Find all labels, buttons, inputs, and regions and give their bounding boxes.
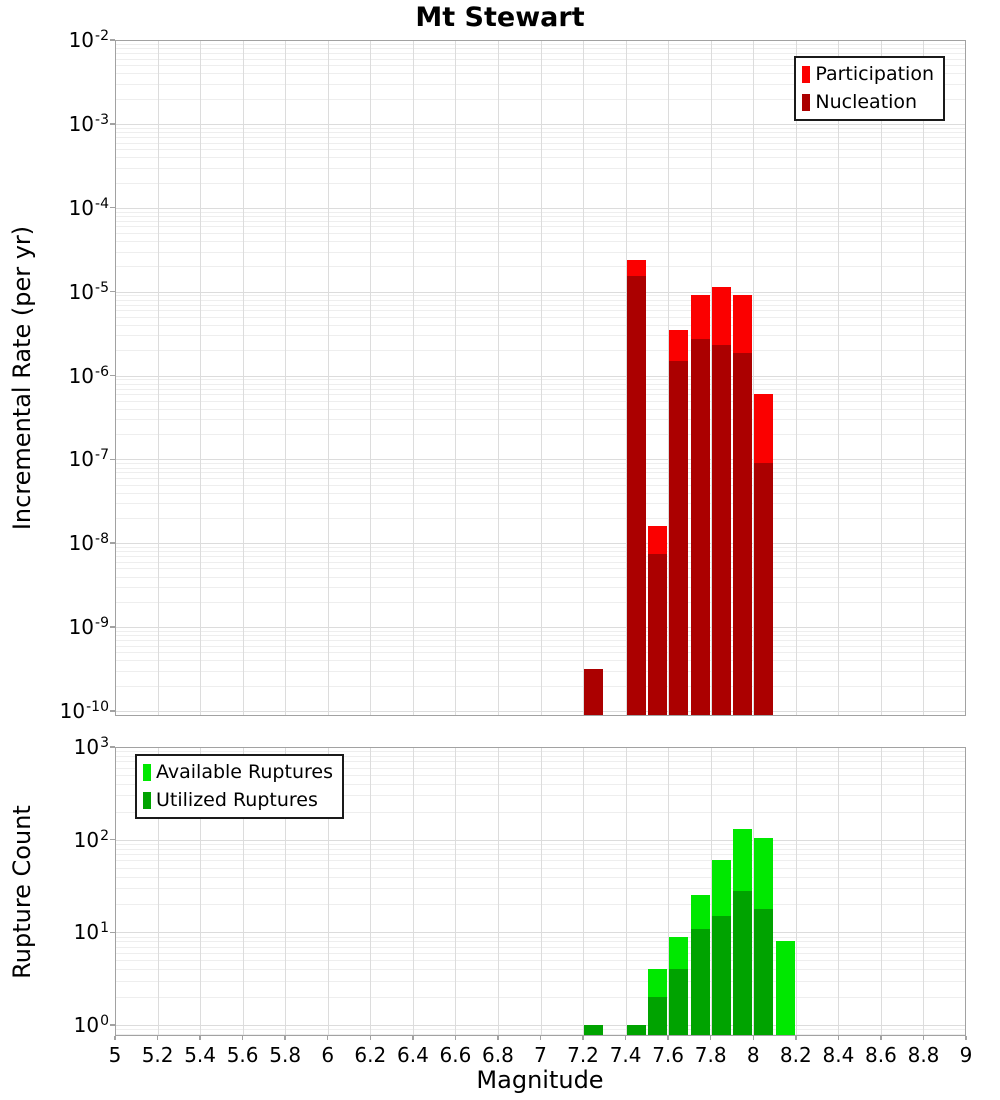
x-tick-mark [880, 1036, 882, 1040]
x-tick-mark [667, 1036, 669, 1040]
gridline-vertical [838, 40, 839, 716]
y-axis-label-bottom: Rupture Count [8, 805, 36, 979]
x-tick-label: 5.2 [141, 1043, 174, 1067]
gridline-vertical [455, 747, 456, 1036]
x-tick-mark [455, 1036, 457, 1040]
y-tick-mark [110, 291, 115, 293]
utilized-ruptures-bar [691, 929, 710, 1037]
y-tick-label: $10^1$ [73, 920, 109, 945]
x-tick-mark [327, 1036, 329, 1040]
y-tick-mark [110, 207, 115, 209]
x-tick-label: 9 [959, 1043, 973, 1067]
y-tick-mark [110, 839, 115, 841]
nucleation-bar [754, 463, 773, 716]
x-tick-label: 7.2 [567, 1043, 599, 1067]
gridline-vertical [328, 40, 329, 716]
x-tick-label: 6.8 [481, 1043, 514, 1067]
x-axis-label: Magnitude [476, 1066, 604, 1094]
y-tick-mark [110, 123, 115, 125]
legend-item-nucleation [802, 90, 934, 115]
x-tick-label: 8.6 [864, 1043, 897, 1067]
legend-swatch-available-ruptures [143, 764, 151, 781]
y-tick-label: $10^{-8}$ [68, 531, 109, 556]
gridline-vertical [243, 40, 244, 716]
x-tick-label: 8.8 [907, 1043, 940, 1067]
gridline-vertical [498, 40, 499, 716]
plot-title: Mt Stewart [415, 2, 585, 33]
x-tick-label: 8.2 [779, 1043, 812, 1067]
gridline-vertical [923, 40, 924, 716]
x-tick-label: 5.8 [269, 1043, 302, 1067]
utilized-ruptures-bar [733, 891, 752, 1036]
y-tick-mark [110, 375, 115, 377]
y-tick-label: $10^{-5}$ [68, 279, 109, 304]
gridline-vertical [796, 747, 797, 1036]
x-tick-mark [625, 1036, 627, 1040]
y-tick-mark [110, 459, 115, 461]
gridline-vertical [583, 747, 584, 1036]
y-tick-mark [110, 932, 115, 934]
legend-item-participation [802, 62, 934, 87]
x-tick-mark [753, 1036, 755, 1040]
gridline-vertical [583, 40, 584, 716]
legend-swatch-nucleation [802, 94, 810, 111]
nucleation-bar [669, 361, 688, 716]
x-tick-label: 6.2 [354, 1043, 387, 1067]
nucleation-bar [648, 554, 667, 716]
y-tick-label: $10^{-10}$ [59, 698, 109, 723]
y-tick-label: $10^3$ [73, 735, 109, 759]
gridline-vertical [370, 40, 371, 716]
legend-swatch-utilized-ruptures [143, 792, 151, 809]
x-tick-mark [838, 1036, 840, 1040]
legend-label: Available Ruptures [156, 761, 333, 783]
y-tick-label: $10^0$ [73, 1013, 109, 1037]
x-tick-label: 6.6 [439, 1043, 472, 1067]
nucleation-bar [733, 353, 752, 716]
nucleation-bar [712, 345, 731, 716]
available-ruptures-bar [776, 941, 795, 1036]
x-tick-mark [710, 1036, 712, 1040]
gridline-vertical [285, 40, 286, 716]
gridline-vertical [881, 40, 882, 716]
nucleation-bar [691, 339, 710, 716]
x-tick-mark [582, 1036, 584, 1040]
legend-top [794, 56, 945, 121]
y-tick-mark [110, 746, 115, 748]
utilized-ruptures-bar [627, 1025, 646, 1036]
legend-item-utilized-ruptures [143, 788, 333, 813]
y-tick-mark [110, 39, 115, 41]
x-tick-label: 7.4 [609, 1043, 642, 1067]
y-axis-label-top: Incremental Rate (per yr) [8, 225, 36, 531]
y-tick-label: $10^{-7}$ [68, 447, 109, 472]
x-tick-mark [540, 1036, 542, 1040]
gridline-vertical [881, 747, 882, 1036]
legend-label: Utilized Ruptures [156, 789, 318, 811]
y-tick-mark [110, 1024, 115, 1026]
utilized-ruptures-bar [669, 969, 688, 1036]
x-tick-mark [157, 1036, 159, 1040]
x-tick-mark [923, 1036, 925, 1040]
y-tick-label: $10^{-6}$ [68, 363, 109, 388]
x-tick-mark [497, 1036, 499, 1040]
utilized-ruptures-bar [712, 916, 731, 1036]
top-panel [115, 40, 966, 716]
legend-label: Nucleation [815, 91, 918, 113]
x-tick-mark [199, 1036, 201, 1040]
utilized-ruptures-bar [584, 1025, 603, 1036]
x-tick-label: 8.4 [822, 1043, 855, 1067]
gridline-vertical [541, 40, 542, 716]
gridline-vertical [413, 40, 414, 716]
gridline-vertical [498, 747, 499, 1036]
utilized-ruptures-bar [754, 909, 773, 1036]
x-tick-label: 7.8 [694, 1043, 727, 1067]
legend-item-available-ruptures [143, 760, 333, 785]
x-tick-mark [242, 1036, 244, 1040]
x-tick-label: 5.4 [184, 1043, 216, 1067]
gridline-vertical [626, 747, 627, 1036]
x-tick-mark [284, 1036, 286, 1040]
gridline-vertical [923, 747, 924, 1036]
gridline-vertical [158, 40, 159, 716]
x-tick-mark [795, 1036, 797, 1040]
gridline-vertical [838, 747, 839, 1036]
y-tick-label: $10^{-3}$ [68, 111, 109, 136]
x-tick-label: 7.6 [652, 1043, 684, 1067]
nucleation-bar [627, 276, 646, 716]
gridline-vertical [541, 747, 542, 1036]
x-tick-label: 5 [108, 1043, 122, 1067]
x-tick-label: 8 [746, 1043, 760, 1067]
x-tick-mark [965, 1036, 967, 1040]
gridline-vertical [413, 747, 414, 1036]
legend-swatch-participation [802, 66, 810, 83]
bottom-panel [115, 747, 966, 1036]
y-tick-mark [110, 710, 115, 712]
gridline-vertical [200, 40, 201, 716]
x-tick-label: 5.6 [226, 1043, 259, 1067]
x-tick-label: 7 [534, 1043, 547, 1067]
y-tick-label: $10^2$ [73, 827, 109, 852]
legend-label: Participation [815, 63, 934, 85]
gridline-vertical [455, 40, 456, 716]
nucleation-bar [584, 669, 603, 716]
y-tick-mark [110, 542, 115, 544]
y-tick-label: $10^{-4}$ [68, 195, 109, 220]
x-tick-label: 6 [321, 1043, 335, 1067]
y-tick-label: $10^{-2}$ [68, 28, 109, 52]
gridline-vertical [796, 40, 797, 716]
x-tick-mark [412, 1036, 414, 1040]
x-tick-mark [370, 1036, 372, 1040]
utilized-ruptures-bar [648, 997, 667, 1036]
legend-bottom [135, 754, 344, 819]
y-tick-mark [110, 626, 115, 628]
y-tick-label: $10^{-9}$ [68, 615, 109, 640]
x-tick-label: 6.4 [396, 1043, 429, 1067]
x-tick-mark [114, 1036, 116, 1040]
gridline-vertical [370, 747, 371, 1036]
